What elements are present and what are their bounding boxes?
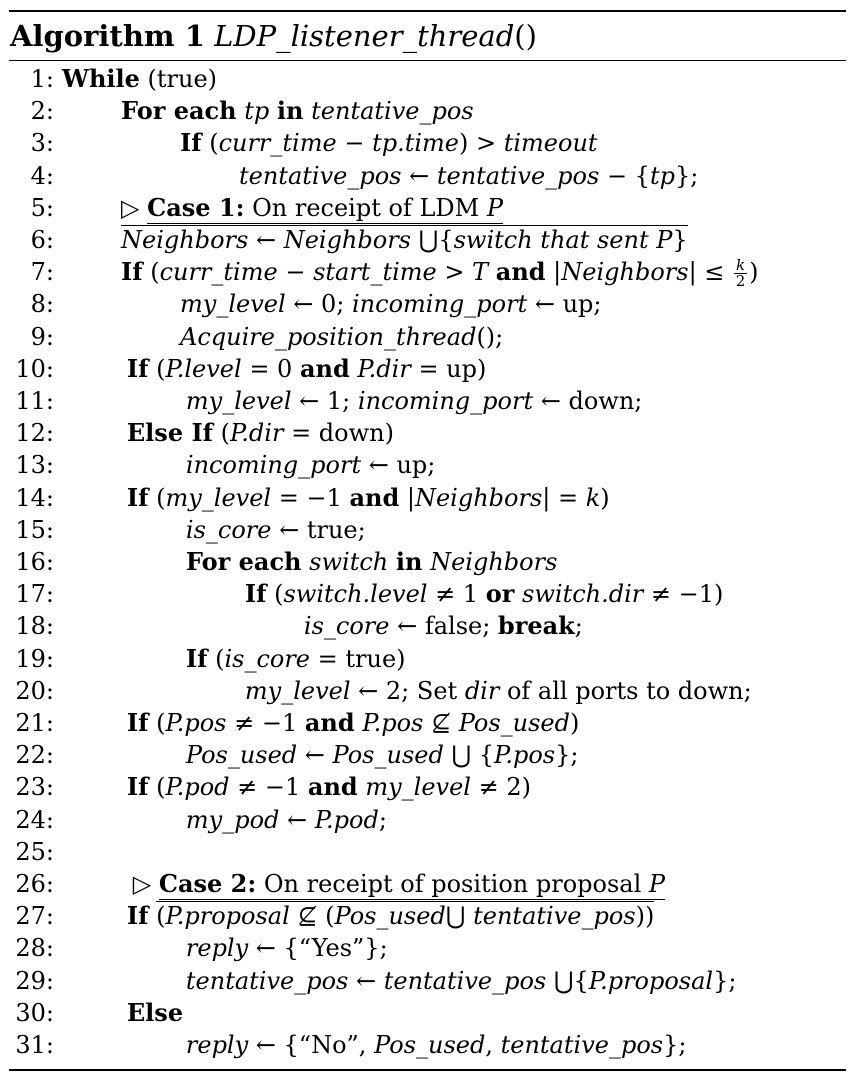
- line-code: tentative_pos ← tentative_pos ⋃{P.proposal};: [185, 966, 737, 995]
- line-number: 9:: [30, 322, 54, 351]
- line-code: Pos_used ← Pos_used ⋃ {P.pos};: [185, 741, 579, 770]
- line-code: Neighbors ← Neighbors ⋃{switch that sent P}: [121, 226, 688, 254]
- line-code: If (P.pod ≠ −1 and my_level ≠ 2): [126, 772, 531, 802]
- line-code: ▷ Case 1: On receipt of LDM P: [121, 192, 503, 222]
- line-number: 11:: [15, 387, 54, 415]
- line-number: 23:: [15, 773, 54, 802]
- algorithm-line: [0, 224, 860, 256]
- algorithm-line: [0, 900, 860, 932]
- line-number: 16:: [15, 548, 54, 576]
- algorithm-line: [0, 675, 860, 707]
- algorithm-line: [0, 1029, 860, 1061]
- line-number: 19:: [15, 644, 54, 673]
- top-rule: [9, 10, 846, 12]
- line-number: 26:: [15, 870, 54, 898]
- line-number: 25:: [15, 837, 54, 866]
- line-code: Else: [126, 997, 184, 1027]
- algorithm-line: [0, 256, 860, 291]
- algorithm-line: [0, 546, 860, 578]
- line-code: ▷ Case 2: On receipt of position proposal P: [132, 869, 666, 898]
- line-number: 15:: [15, 515, 54, 544]
- line-number: 30:: [15, 998, 54, 1027]
- algorithm-line: [0, 707, 860, 739]
- algorithm-line: [0, 449, 860, 481]
- algorithm-line: [0, 868, 860, 900]
- line-number: 17:: [15, 580, 54, 609]
- line-code: If (curr_time − start_time > T and |Neighbors| ≤ $\frac{k}{2}$ ): [121, 256, 759, 291]
- algorithm-line: [0, 482, 860, 514]
- line-code: reply ← {“Yes”};: [185, 934, 388, 963]
- line-code: tentative_pos ← tentative_pos − {tp};: [239, 161, 699, 190]
- algorithm-line: [0, 417, 860, 449]
- line-code: my_level ← 1; incoming_port ← down;: [185, 387, 643, 415]
- algorithm-line: [0, 739, 860, 771]
- line-number: 14:: [15, 483, 54, 512]
- header-rule: [9, 60, 846, 61]
- line-number: 31:: [15, 1031, 54, 1059]
- algorithm-line: [0, 997, 860, 1029]
- line-code: If (is_core = true): [185, 643, 406, 673]
- algorithm-line: [0, 965, 860, 997]
- algorithm-line: [0, 643, 860, 675]
- algorithm-line: [0, 385, 860, 417]
- line-number: 18:: [15, 612, 54, 641]
- algorithm-paren: (): [514, 19, 537, 53]
- algorithm-line: [0, 127, 860, 159]
- algorithm-line: [0, 353, 860, 385]
- line-number: 29:: [15, 966, 54, 995]
- line-code: reply ← {“No”, Pos_used, tentative_pos};: [185, 1031, 687, 1059]
- algorithm-line: [0, 836, 860, 868]
- line-code: If (switch.level ≠ 1 or switch.dir ≠ −1): [244, 579, 724, 609]
- line-code: If (P.level = 0 and P.dir = up): [126, 353, 487, 383]
- line-code: For each tp in tentative_pos: [121, 96, 474, 126]
- line-number: 22:: [15, 741, 54, 770]
- line-number: 2:: [30, 97, 54, 126]
- line-number: 21:: [15, 709, 54, 737]
- line-code: is_core ← false; break;: [303, 611, 583, 641]
- algorithm-line: [0, 932, 860, 964]
- line-number: 8:: [30, 290, 54, 319]
- line-number: 5:: [30, 193, 54, 222]
- algorithm-line: [0, 804, 860, 836]
- line-code: If (curr_time − tp.time) > timeout: [180, 128, 598, 158]
- line-number: 10:: [15, 354, 54, 383]
- line-number: 7:: [30, 258, 54, 287]
- algorithm-line: [0, 578, 860, 610]
- line-code: For each switch in Neighbors: [185, 547, 558, 576]
- line-code: my_level ← 2; Set dir of all ports to down;: [244, 676, 752, 705]
- line-number: 24:: [15, 805, 54, 834]
- line-code: If (my_level = −1 and |Neighbors| = k): [126, 482, 610, 512]
- line-number: 13:: [15, 451, 54, 480]
- line-number: 28:: [15, 934, 54, 963]
- algorithm-title: [10, 16, 537, 56]
- algorithm-line: [0, 610, 860, 642]
- line-number: 27:: [15, 902, 54, 931]
- algorithm-label: Algorithm 1: [10, 19, 205, 53]
- line-code: If (P.proposal ⊈ (Pos_used⋃ tentative_pos)): [126, 901, 655, 931]
- line-code: my_pod ← P.pod;: [185, 805, 387, 834]
- line-number: 20:: [15, 676, 54, 705]
- bottom-rule: [9, 1069, 846, 1071]
- algorithm-line: [0, 514, 860, 546]
- algorithm-line: [0, 321, 860, 353]
- algorithm-line: [0, 192, 860, 224]
- algorithm-line: [0, 95, 860, 127]
- line-number: 3:: [30, 129, 54, 158]
- line-number: 4:: [30, 161, 54, 190]
- line-number: 6:: [30, 226, 54, 254]
- algorithm-line: [0, 771, 860, 803]
- line-code: Acquire_position_thread();: [180, 322, 504, 351]
- line-number: 1:: [30, 65, 54, 93]
- algorithm-line: [0, 160, 860, 192]
- algorithm-line: [0, 288, 860, 320]
- line-code: my_level ← 0; incoming_port ← up;: [180, 290, 602, 319]
- line-code: is_core ← true;: [185, 515, 366, 544]
- line-number: 12:: [15, 419, 54, 448]
- line-code: If (P.pos ≠ −1 and P.pos ⊈ Pos_used): [126, 708, 580, 737]
- algorithm-line: [0, 63, 860, 95]
- line-code: Else If (P.dir = down): [126, 418, 394, 448]
- line-code: While (true): [62, 64, 218, 93]
- line-code: incoming_port ← up;: [185, 451, 436, 480]
- algorithm-name: LDP_listener_thread: [214, 19, 515, 53]
